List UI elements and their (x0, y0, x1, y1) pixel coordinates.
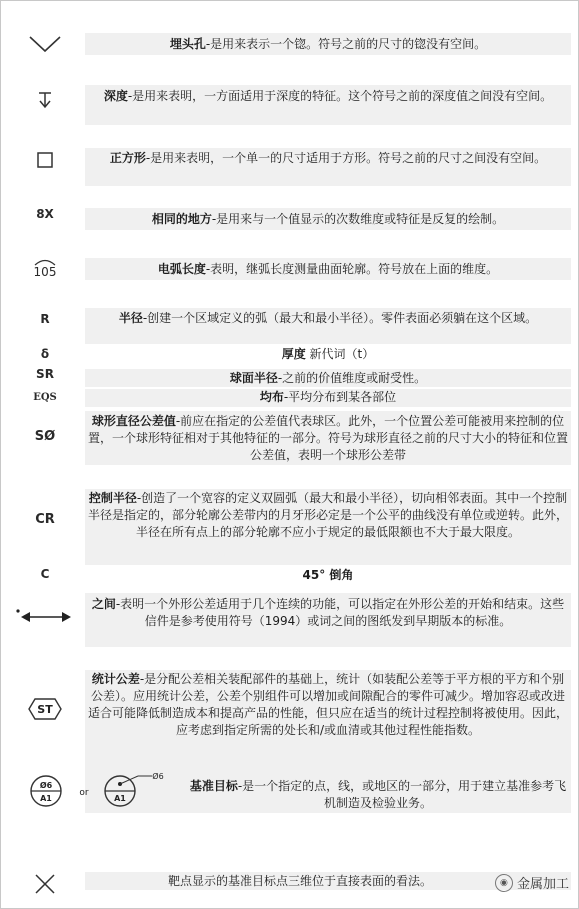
datum-b-bottom-label: A1 (114, 794, 126, 803)
square-description: 正方形-是用来表明，一个单一的尺寸适用于方形。符号之前的尺寸之间没有空间。 (109, 151, 547, 165)
sphere-radius-symbol: SR (36, 367, 54, 381)
term: 相同的地方 (151, 212, 212, 226)
statistical-tolerance-label: ST (37, 703, 53, 716)
term: 埋头孔 (169, 37, 206, 51)
repeat-description: 相同的地方-是用来与一个值显示的次数维度或特征是反复的绘制。 (151, 212, 505, 226)
arc-length-description: 电弧长度-表明，继弧长度测量曲面轮廓。符号放在上面的维度。 (157, 262, 499, 276)
target-point-description: 靶点显示的基准目标点三维位于直接表面的看法。 (167, 874, 432, 888)
sphere-radius-description: 球面半径-之前的价值维度或耐受性。 (229, 371, 427, 385)
term: 控制半径 (88, 491, 137, 505)
control-radius-description: 控制半径-创造了一个宽容的定义双圆弧（最大和最小半径），切向相邻表面。其中一个控制半径是指定的，部分轮廓公差带内的月牙形必定是一个公平的曲线没有单位或逆转。此外，半径在所有点上的部分轮廓不应小于规定的最低限额也不大于最大限度。 (88, 491, 569, 539)
arc-length-icon (6, 254, 84, 282)
term: 之间 (91, 597, 116, 611)
countersink-description: 埋头孔-是用来表示一个锪。符号之前的尺寸的锪没有空间。 (169, 37, 487, 51)
chamfer-symbol: C (40, 567, 50, 581)
thickness-symbol: δ (40, 347, 50, 361)
repeat-symbol: 8X (36, 207, 54, 221)
thickness-description: 厚度 新代词（t） (281, 347, 375, 361)
radius-symbol: R (40, 312, 50, 326)
eqs-symbol: EQS (33, 391, 57, 403)
term: 基准目标 (189, 779, 238, 793)
term: 深度 (103, 89, 128, 103)
target-point-cross-icon (6, 869, 84, 899)
term: 厚度 (281, 347, 306, 361)
chamfer-description (88, 567, 568, 584)
eqs-description: 均布-平均分布到某各部位 (259, 390, 397, 404)
datum-a-top-label: Ø6 (39, 781, 53, 790)
control-radius-symbol: CR (35, 511, 55, 527)
datum-a-bottom-label: A1 (40, 794, 52, 803)
sphere-diameter-description: 球形直径公差值-前应在指定的公差值代表球区。此外，一个位置公差可能被用来控制的位置，一个球形特征相对于其他特征的一部分。符号为球形直径之前的尺寸大小的特征和位置公差值，表明一个球形公差带 (88, 414, 569, 462)
between-arrow-icon (6, 605, 84, 627)
term: 半径 (118, 311, 143, 325)
term: 正方形 (109, 151, 146, 165)
statistical-tolerance-icon (6, 696, 84, 722)
datum-or-label: or (79, 788, 89, 798)
between-description: 之间-表明一个外形公差适用于几个连续的功能，可以指定在外形公差的开始和结束。这些信件是参考使用符号（1994）或词之间的图纸发到早期版本的标准。 (91, 597, 565, 628)
term: 均布 (259, 390, 284, 404)
term: 45° 倒角 (302, 568, 354, 582)
depth-description: 深度-是用来表明，一方面适用于深度的特征。这个符号之前的深度值之间没有空间。 (103, 89, 553, 103)
statistical-tolerance-description: 统计公差-是分配公差相关装配部件的基础上，统计（如装配公差等于平方根的平方和个别公差）。应用统计公差，公差个别组件可以增加或间隙配合的零件可减少。增加容忍或改进适合可能降低制造成本和提高产品的性能，但只应在适当的统计过程控制将被使用。因此，应考虑到指定所需的处长和/或血清或其他过程性能指数。 (88, 672, 569, 737)
watermark (495, 873, 569, 892)
term: 球形直径公差值 (91, 414, 176, 428)
term: 球面半径 (229, 371, 278, 385)
datum-target-description: 基准目标-是一个指定的点，线，或地区的一部分，用于建立基准参考飞机制造及检验业务。 (189, 779, 567, 810)
wechat-logo-icon: ◉ (495, 874, 513, 892)
term: 统计公差 (91, 672, 140, 686)
term: 电弧长度 (157, 262, 206, 276)
depth-icon (6, 86, 84, 114)
countersink-icon (6, 28, 84, 60)
watermark-text: 金属加工 (516, 877, 569, 892)
arc-length-value: 105 (33, 264, 57, 279)
square-icon (6, 146, 84, 174)
datum-target-icon (28, 770, 178, 812)
datum-b-diameter-label: Ø6 (152, 772, 164, 781)
radius-description: 半径-创建一个区域定义的弧（最大和最小半径）。零件表面必须躺在这个区域。 (118, 311, 538, 325)
sphere-diameter-symbol: SØ (34, 428, 56, 444)
